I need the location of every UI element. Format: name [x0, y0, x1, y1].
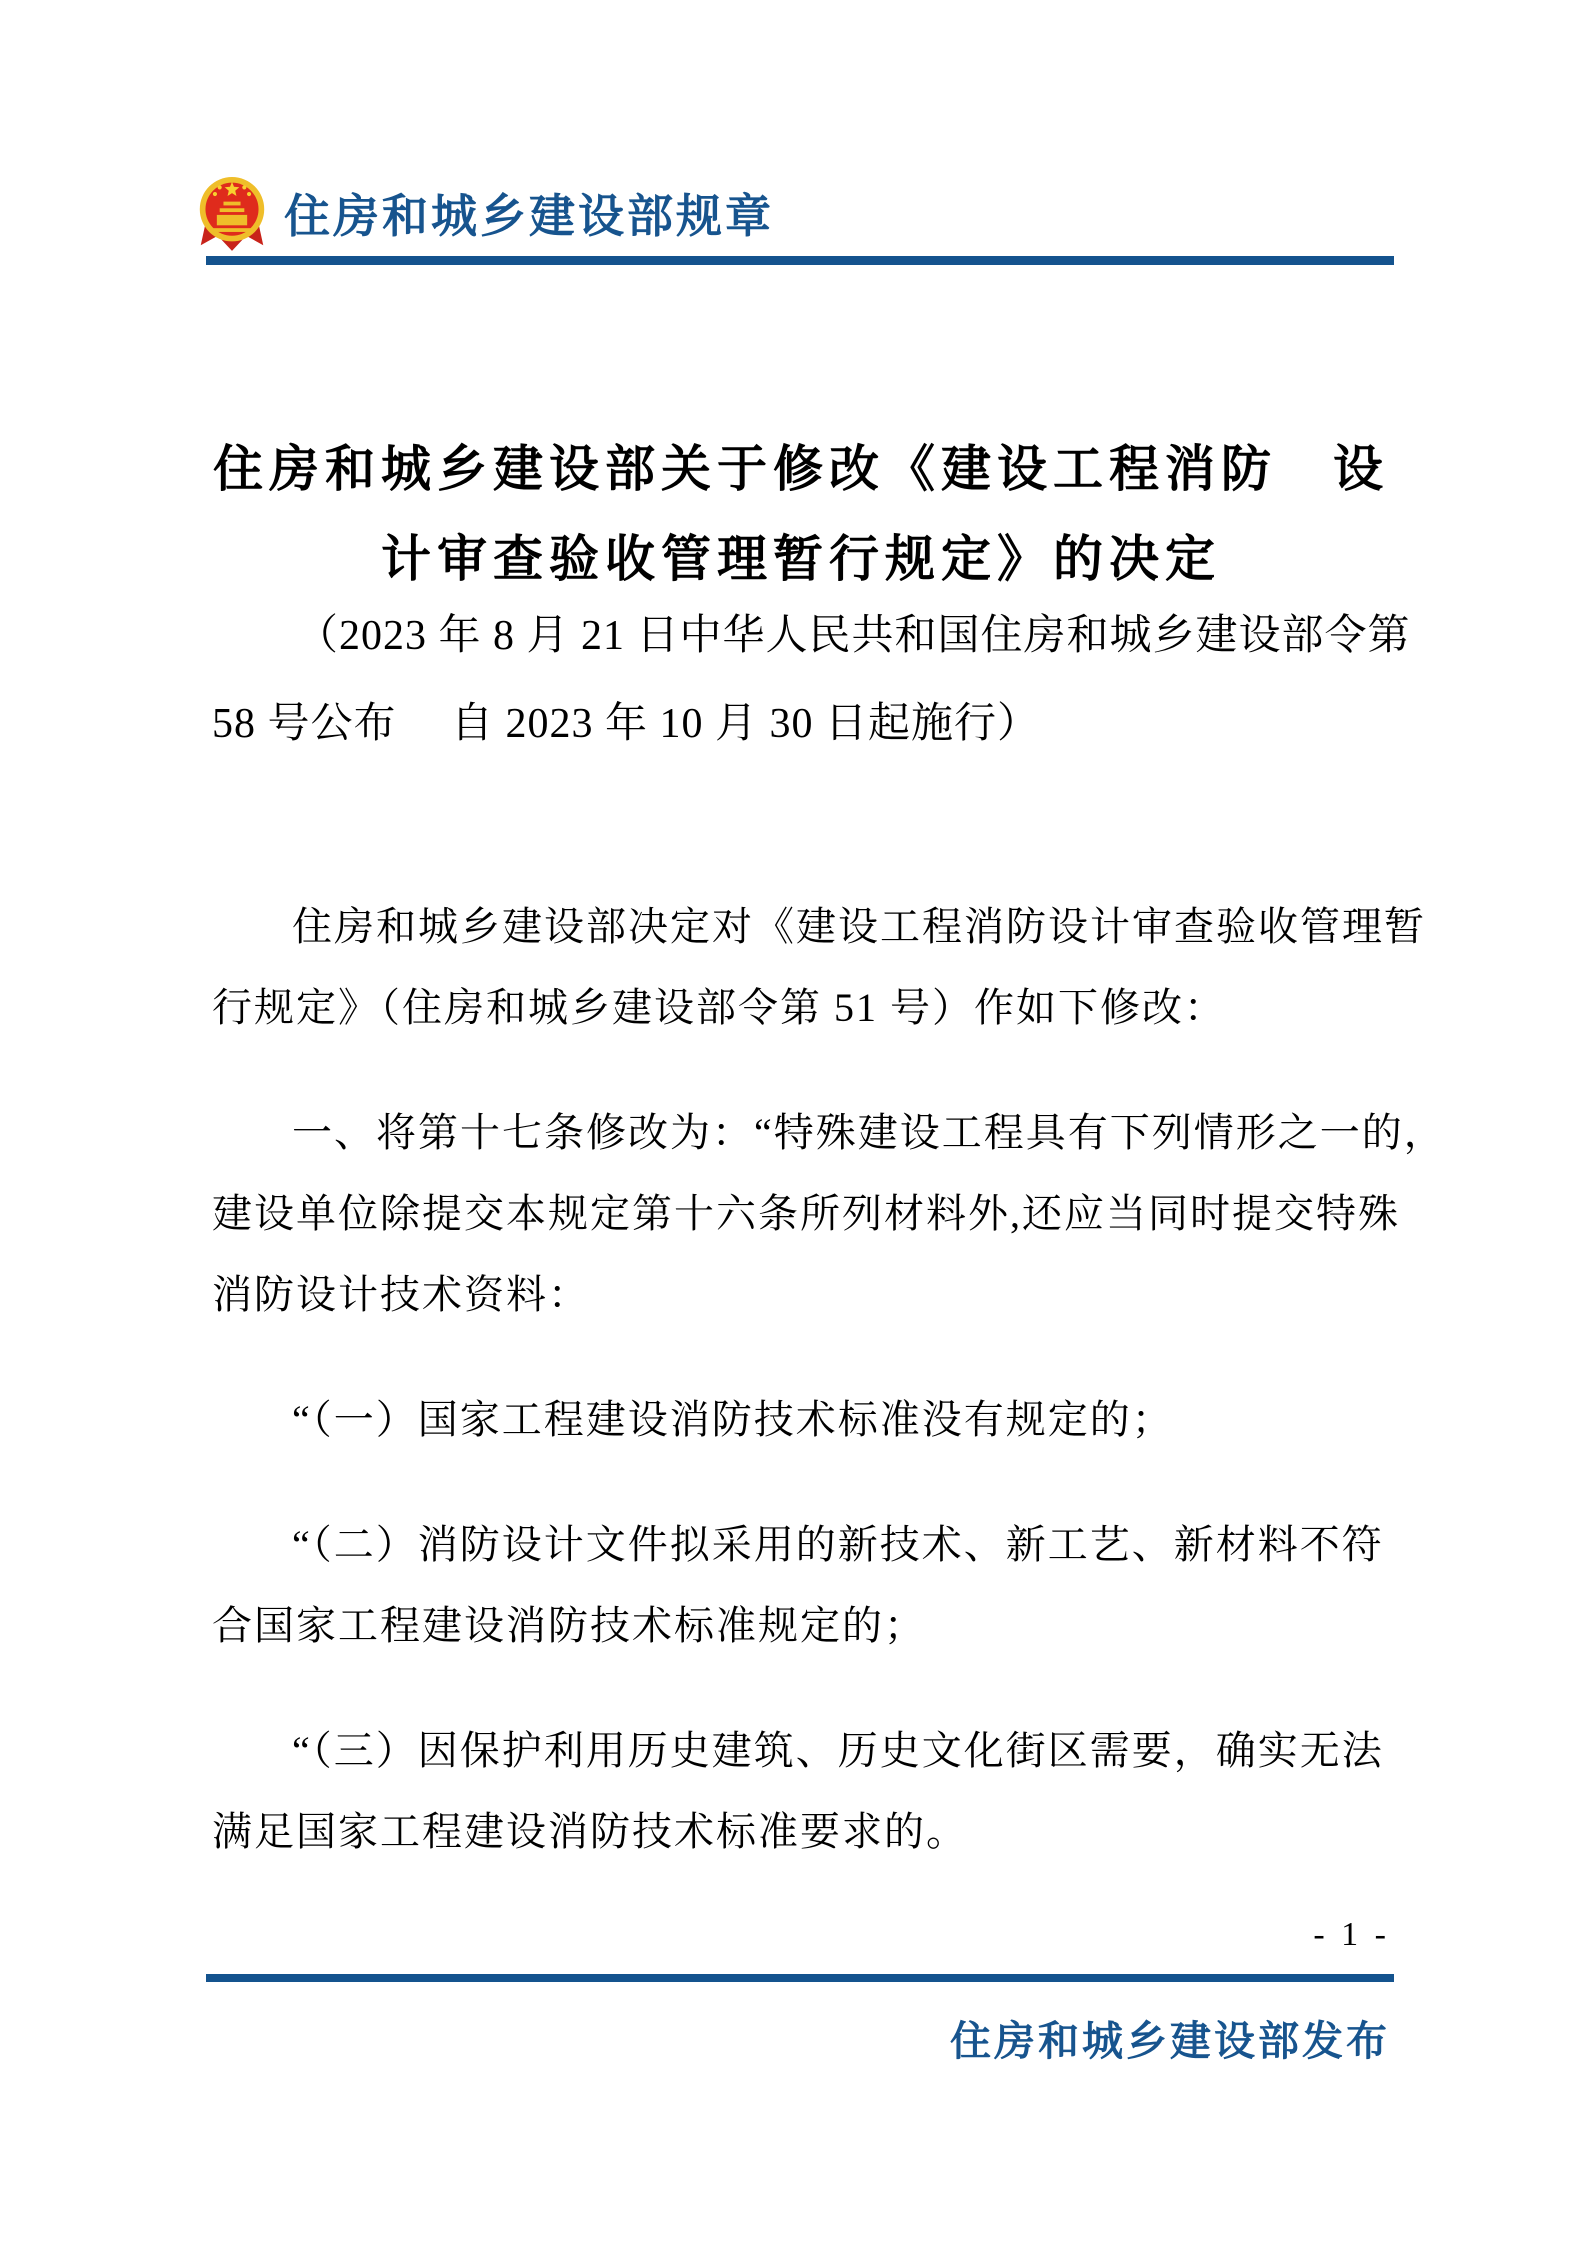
footer-rule	[206, 1974, 1394, 1982]
body-line: 满足国家工程建设消防技术标准要求的。	[212, 1809, 968, 1854]
page-number: - 1 -	[1313, 1916, 1390, 1953]
document-body	[212, 886, 1452, 1872]
document-title	[212, 424, 1390, 604]
promulgation-line-1: （2023 年 8 月 21 日中华人民共和国住房和城乡建设部令第	[296, 613, 1411, 659]
body-line: “（三）因保护利用历史建筑、历史文化街区需要，确实无法	[292, 1728, 1384, 1773]
body-paragraph	[212, 1710, 1452, 1872]
publisher-label: 住房和城乡建设部发布	[950, 2018, 1390, 2064]
body-line: “（一）国家工程建设消防技术标准没有规定的；	[292, 1397, 1174, 1442]
body-line: 一、将第十七条修改为：“特殊建设工程具有下列情形之一的，	[292, 1110, 1446, 1155]
header-rule	[206, 256, 1394, 265]
body-paragraph	[212, 886, 1452, 1048]
promulgation-line-2: 58 号公布 自 2023 年 10 月 30 日起施行）	[212, 701, 1041, 747]
body-paragraph	[212, 1504, 1452, 1666]
header-banner-label: 住房和城乡建设部规章	[284, 191, 774, 242]
body-paragraph	[212, 1379, 1452, 1460]
body-line: 住房和城乡建设部决定对《建设工程消防设计审查验收管理暂	[292, 904, 1426, 949]
body-line: 合国家工程建设消防技术标准规定的；	[212, 1603, 926, 1648]
body-paragraph	[212, 1092, 1452, 1335]
body-line: “（二）消防设计文件拟采用的新技术、新工艺、新材料不符	[292, 1522, 1384, 1567]
body-line: 建设单位除提交本规定第十六条所列材料外,还应当同时提交特殊	[212, 1191, 1400, 1236]
promulgation-note	[212, 592, 1452, 768]
title-line-1: 住房和城乡建设部关于修改《建设工程消防 设	[213, 441, 1389, 497]
title-line-2: 计审查验收管理暂行规定》的决定	[381, 531, 1221, 587]
national-emblem-icon	[196, 172, 268, 254]
page-header	[196, 172, 774, 254]
body-line: 行规定》（住房和城乡建设部令第 51 号）作如下修改：	[212, 985, 1226, 1030]
body-line: 消防设计技术资料：	[212, 1272, 590, 1317]
